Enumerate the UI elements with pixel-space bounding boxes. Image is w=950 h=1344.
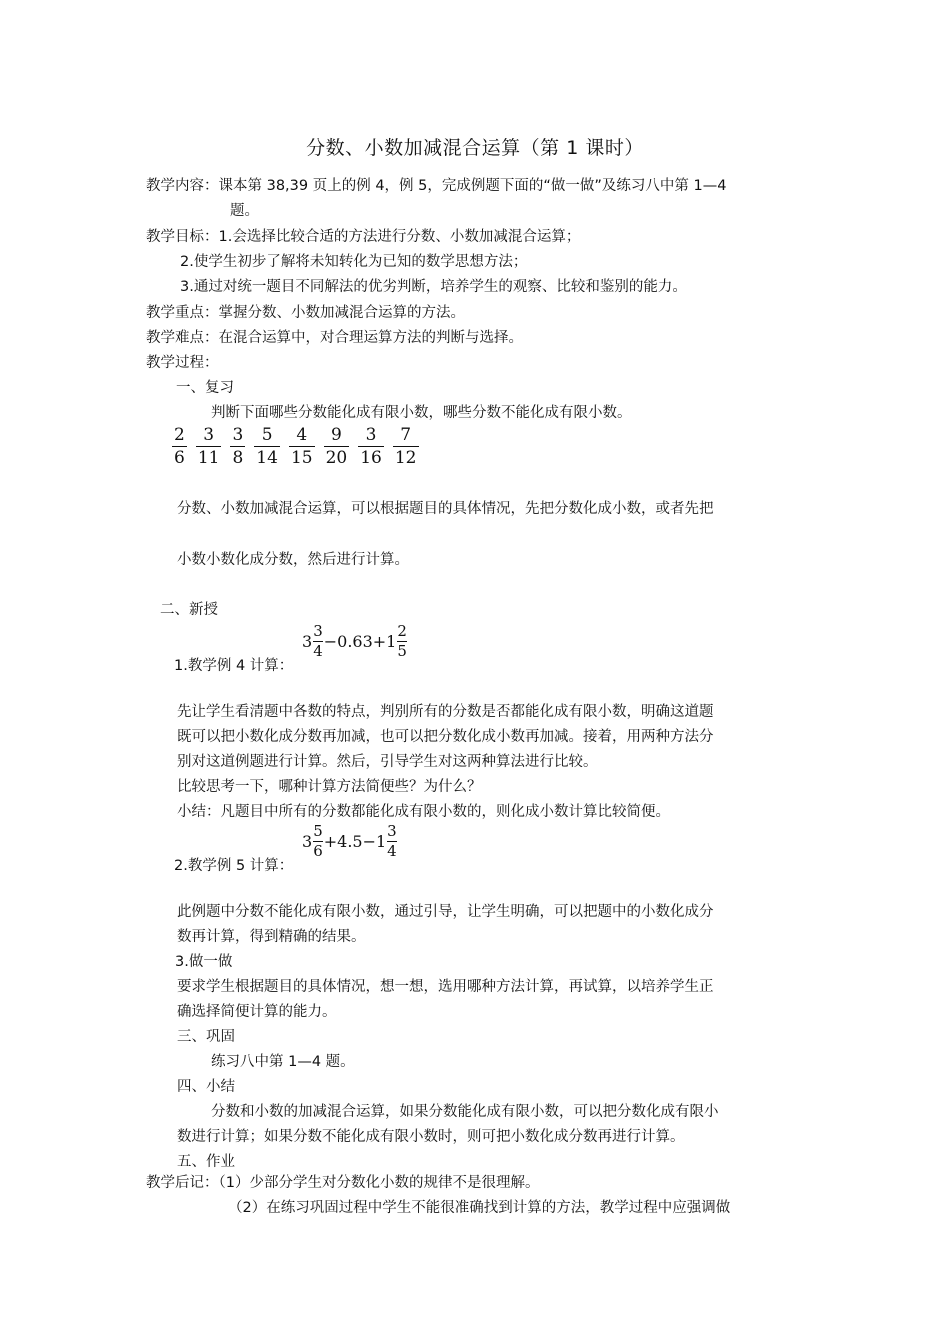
teaching-goal-3: 3.通过对统一题目不同解法的优劣判断，培养学生的观察、比较和鉴别的能力。 bbox=[180, 279, 687, 295]
example-4-text-4: 比较思考一下，哪种计算方法简便些？为什么？ bbox=[177, 779, 482, 795]
example-4-summary: 小结：凡题目中所有的分数都能化成有限小数的，则化成小数计算比较简便。 bbox=[177, 804, 670, 820]
example-4-label: 1.教学例 4 计算： bbox=[174, 658, 294, 674]
review-paragraph-line-2: 小数小数化成分数，然后进行计算。 bbox=[177, 552, 409, 568]
key-point: 教学重点：掌握分数、小数加减混合运算的方法。 bbox=[146, 305, 465, 321]
teaching-content-line-2: 题。 bbox=[230, 203, 259, 219]
reflection-line-2: （2）在练习巩固过程中学生不能很准确找到计算的方法，教学过程中应强调做 bbox=[228, 1200, 731, 1216]
section-summary-heading: 四、小结 bbox=[177, 1079, 235, 1095]
example-5-text-1: 此例题中分数不能化成有限小数，通过引导，让学生明确，可以把题中的小数化成分 bbox=[177, 904, 714, 920]
fraction: $\frac{9}{20}$ bbox=[325, 425, 348, 468]
example-4-text-3: 别对这道例题进行计算。然后，引导学生对这两种算法进行比较。 bbox=[177, 754, 598, 770]
fraction: $\frac{4}{15}$ bbox=[290, 425, 313, 468]
example-4-text-1: 先让学生看清题中各数的特点，判别所有的分数是否都能化成有限小数，明确这道题 bbox=[177, 704, 714, 720]
teaching-goal-2: 2.使学生初步了解将未知转化为已知的数学思想方法； bbox=[180, 254, 528, 270]
summary-text-1: 分数和小数的加减混合运算，如果分数能化成有限小数，可以把分数化成有限小 bbox=[211, 1104, 719, 1120]
teaching-goal-1: 教学目标：1.会选择比较合适的方法进行分数、小数加减混合运算； bbox=[146, 229, 581, 245]
difficulty: 教学难点：在混合运算中，对合理运算方法的判断与选择。 bbox=[146, 330, 523, 346]
section-homework-heading: 五、作业 bbox=[177, 1154, 235, 1170]
teaching-content-line-1: 教学内容：课本第 38,39 页上的例 4，例 5，完成例题下面的“做一做”及练习八中第 1—4 bbox=[146, 178, 727, 194]
section-review-heading: 一、复习 bbox=[176, 380, 234, 396]
fraction: $\frac{2}{6}$ bbox=[174, 425, 185, 468]
fraction: $\frac{5}{14}$ bbox=[256, 425, 278, 468]
example-4-expression: 3 3 4 −0.63+1 2 5 bbox=[302, 622, 407, 660]
process-heading: 教学过程： bbox=[146, 355, 219, 371]
consolidate-text: 练习八中第 1—4 题。 bbox=[211, 1054, 355, 1070]
fraction: $\frac{3}{16}$ bbox=[360, 425, 382, 468]
section-new-heading: 二、新授 bbox=[160, 602, 218, 618]
fraction: $\frac{3}{8}$ bbox=[232, 425, 244, 468]
document-title: 分数、小数加减混合运算（第 1 课时） bbox=[306, 137, 644, 159]
example-5-text-2: 数再计算，得到精确的结果。 bbox=[177, 929, 366, 945]
summary-text-2: 数进行计算；如果分数不能化成有限小数时，则可把小数化成分数再进行计算。 bbox=[177, 1129, 685, 1145]
review-paragraph-line-1: 分数、小数加减混合运算，可以根据题目的具体情况，先把分数化成小数，或者先把 bbox=[177, 501, 714, 517]
fraction-list bbox=[172, 424, 428, 469]
example-5-label: 2.教学例 5 计算： bbox=[174, 858, 294, 874]
review-question: 判断下面哪些分数能化成有限小数，哪些分数不能化成有限小数。 bbox=[211, 405, 632, 421]
fraction: $\frac{3}{11}$ bbox=[197, 425, 220, 468]
section-consolidate-heading: 三、巩固 bbox=[177, 1029, 235, 1045]
fraction: $\frac{7}{12}$ bbox=[394, 425, 417, 468]
reflection-line-1: 教学后记：（1）少部分学生对分数化小数的规律不是很理解。 bbox=[146, 1175, 540, 1191]
practice-text-1: 要求学生根据题目的具体情况，想一想，选用哪种方法计算，再试算，以培养学生正 bbox=[177, 979, 714, 995]
example-5-expression: 3 5 6 +4.5−1 3 4 bbox=[302, 822, 397, 860]
practice-heading: 3.做一做 bbox=[175, 954, 233, 970]
example-4-text-2: 既可以把小数化成分数再加减，也可以把分数化成小数再加减。接着，用两种方法分 bbox=[177, 729, 714, 745]
practice-text-2: 确选择简便计算的能力。 bbox=[177, 1004, 337, 1020]
